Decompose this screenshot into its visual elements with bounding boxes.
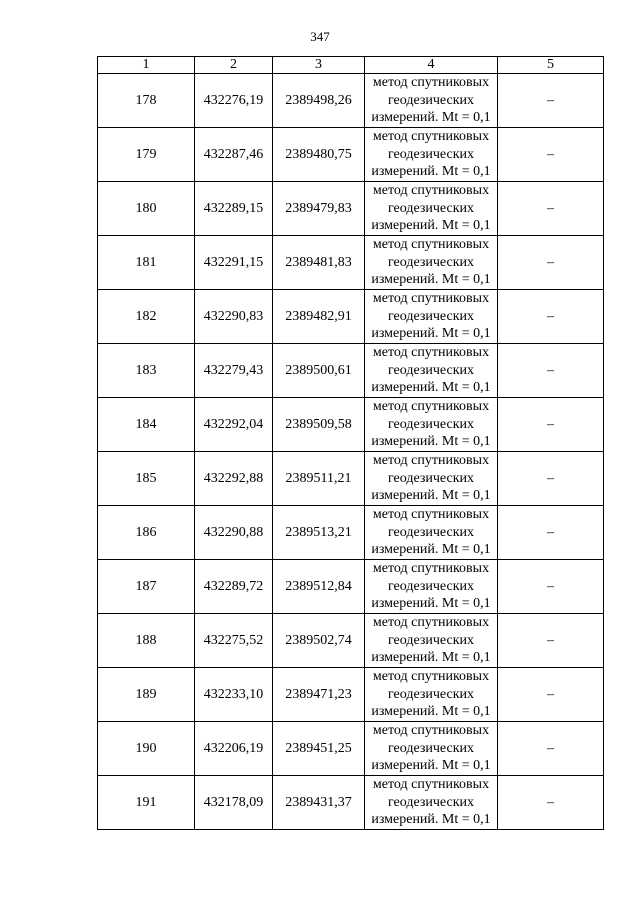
coordinates-table [97,56,604,830]
method-line-3: измерений. Mt = 0,1 [371,326,491,342]
method-line-1: метод спутниковых [372,237,490,253]
note-cell: – [498,182,604,236]
point-number-cell: 190 [98,722,195,776]
method-line-1: метод спутниковых [372,615,490,631]
method-line-2: геодезических [387,524,474,540]
point-number-cell: 178 [98,74,195,128]
table-row [98,614,604,668]
method-line-2: геодезических [387,308,474,324]
method-cell [365,236,498,290]
x-coordinate-cell: 432289,15 [195,182,273,236]
table-row [98,182,604,236]
method-cell [365,398,498,452]
note-cell: – [498,344,604,398]
method-line-1: метод спутниковых [372,507,490,523]
method-line-1: метод спутниковых [372,399,490,415]
point-number-cell: 185 [98,452,195,506]
table-row [98,506,604,560]
method-cell [365,128,498,182]
method-line-1: метод спутниковых [372,561,490,577]
table-row [98,776,604,830]
method-cell [365,668,498,722]
table-row [98,128,604,182]
x-coordinate-cell: 432206,19 [195,722,273,776]
method-cell [365,722,498,776]
note-cell: – [498,128,604,182]
x-coordinate-cell: 432291,15 [195,236,273,290]
method-line-3: измерений. Mt = 0,1 [371,758,491,774]
method-line-3: измерений. Mt = 0,1 [371,110,491,126]
method-cell [365,182,498,236]
method-line-2: геодезических [387,92,474,108]
y-coordinate-cell: 2389500,61 [273,344,365,398]
method-line-3: измерений. Mt = 0,1 [371,650,491,666]
note-cell: – [498,398,604,452]
point-number-cell: 186 [98,506,195,560]
note-cell: – [498,452,604,506]
point-number-cell: 184 [98,398,195,452]
method-line-3: измерений. Mt = 0,1 [371,488,491,504]
method-cell [365,614,498,668]
y-coordinate-cell: 2389431,37 [273,776,365,830]
method-line-3: измерений. Mt = 0,1 [371,596,491,612]
table-row [98,452,604,506]
note-cell: – [498,614,604,668]
method-line-2: геодезических [387,740,474,756]
point-number-cell: 189 [98,668,195,722]
method-line-2: геодезических [387,470,474,486]
method-cell [365,452,498,506]
method-cell [365,776,498,830]
point-number-cell: 181 [98,236,195,290]
table-row [98,668,604,722]
x-coordinate-cell: 432292,88 [195,452,273,506]
method-line-3: измерений. Mt = 0,1 [371,164,491,180]
note-cell: – [498,506,604,560]
method-cell [365,344,498,398]
method-line-2: геодезических [387,632,474,648]
x-coordinate-cell: 432275,52 [195,614,273,668]
x-coordinate-cell: 432289,72 [195,560,273,614]
method-line-1: метод спутниковых [372,345,490,361]
point-number-cell: 182 [98,290,195,344]
table-row [98,398,604,452]
point-number-cell: 180 [98,182,195,236]
method-line-2: геодезических [387,416,474,432]
method-line-2: геодезических [387,254,474,270]
table-header [98,57,604,74]
point-number-cell: 188 [98,614,195,668]
x-coordinate-cell: 432279,43 [195,344,273,398]
y-coordinate-cell: 2389498,26 [273,74,365,128]
x-coordinate-cell: 432233,10 [195,668,273,722]
x-coordinate-cell: 432276,19 [195,74,273,128]
y-coordinate-cell: 2389513,21 [273,506,365,560]
method-line-3: измерений. Mt = 0,1 [371,380,491,396]
method-line-2: геодезических [387,686,474,702]
note-cell: – [498,290,604,344]
point-number-cell: 191 [98,776,195,830]
method-line-3: измерений. Mt = 0,1 [371,434,491,450]
page-number: 347 [310,29,330,44]
column-header-4: 4 [365,57,498,74]
point-number-cell: 179 [98,128,195,182]
method-line-2: геодезических [387,578,474,594]
note-cell: – [498,560,604,614]
method-line-1: метод спутниковых [372,669,490,685]
y-coordinate-cell: 2389512,84 [273,560,365,614]
method-cell [365,290,498,344]
note-cell: – [498,722,604,776]
column-header-1: 1 [98,57,195,74]
method-line-1: метод спутниковых [372,75,490,91]
x-coordinate-cell: 432290,83 [195,290,273,344]
method-line-1: метод спутниковых [372,129,490,145]
table-row [98,560,604,614]
x-coordinate-cell: 432178,09 [195,776,273,830]
y-coordinate-cell: 2389509,58 [273,398,365,452]
y-coordinate-cell: 2389480,75 [273,128,365,182]
method-line-2: геодезических [387,146,474,162]
table-body [98,74,604,830]
note-cell: – [498,236,604,290]
method-line-1: метод спутниковых [372,291,490,307]
method-cell [365,74,498,128]
method-line-3: измерений. Mt = 0,1 [371,812,491,828]
header-row [98,57,604,74]
method-line-2: геодезических [387,200,474,216]
y-coordinate-cell: 2389471,23 [273,668,365,722]
method-cell [365,560,498,614]
method-line-3: измерений. Mt = 0,1 [371,542,491,558]
method-line-3: измерений. Mt = 0,1 [371,272,491,288]
method-line-3: измерений. Mt = 0,1 [371,704,491,720]
y-coordinate-cell: 2389511,21 [273,452,365,506]
table-row [98,74,604,128]
table-row [98,344,604,398]
method-cell [365,506,498,560]
y-coordinate-cell: 2389479,83 [273,182,365,236]
x-coordinate-cell: 432287,46 [195,128,273,182]
method-line-1: метод спутниковых [372,777,490,793]
column-header-2: 2 [195,57,273,74]
point-number-cell: 187 [98,560,195,614]
table-row [98,236,604,290]
method-line-1: метод спутниковых [372,453,490,469]
y-coordinate-cell: 2389451,25 [273,722,365,776]
note-cell: – [498,74,604,128]
note-cell: – [498,668,604,722]
column-header-3: 3 [273,57,365,74]
y-coordinate-cell: 2389502,74 [273,614,365,668]
method-line-1: метод спутниковых [372,723,490,739]
point-number-cell: 183 [98,344,195,398]
table-row [98,722,604,776]
method-line-2: геодезических [387,362,474,378]
method-line-2: геодезических [387,794,474,810]
table-row [98,290,604,344]
column-header-5: 5 [498,57,604,74]
x-coordinate-cell: 432292,04 [195,398,273,452]
y-coordinate-cell: 2389481,83 [273,236,365,290]
method-line-1: метод спутниковых [372,183,490,199]
method-line-3: измерений. Mt = 0,1 [371,218,491,234]
x-coordinate-cell: 432290,88 [195,506,273,560]
y-coordinate-cell: 2389482,91 [273,290,365,344]
note-cell: – [498,776,604,830]
